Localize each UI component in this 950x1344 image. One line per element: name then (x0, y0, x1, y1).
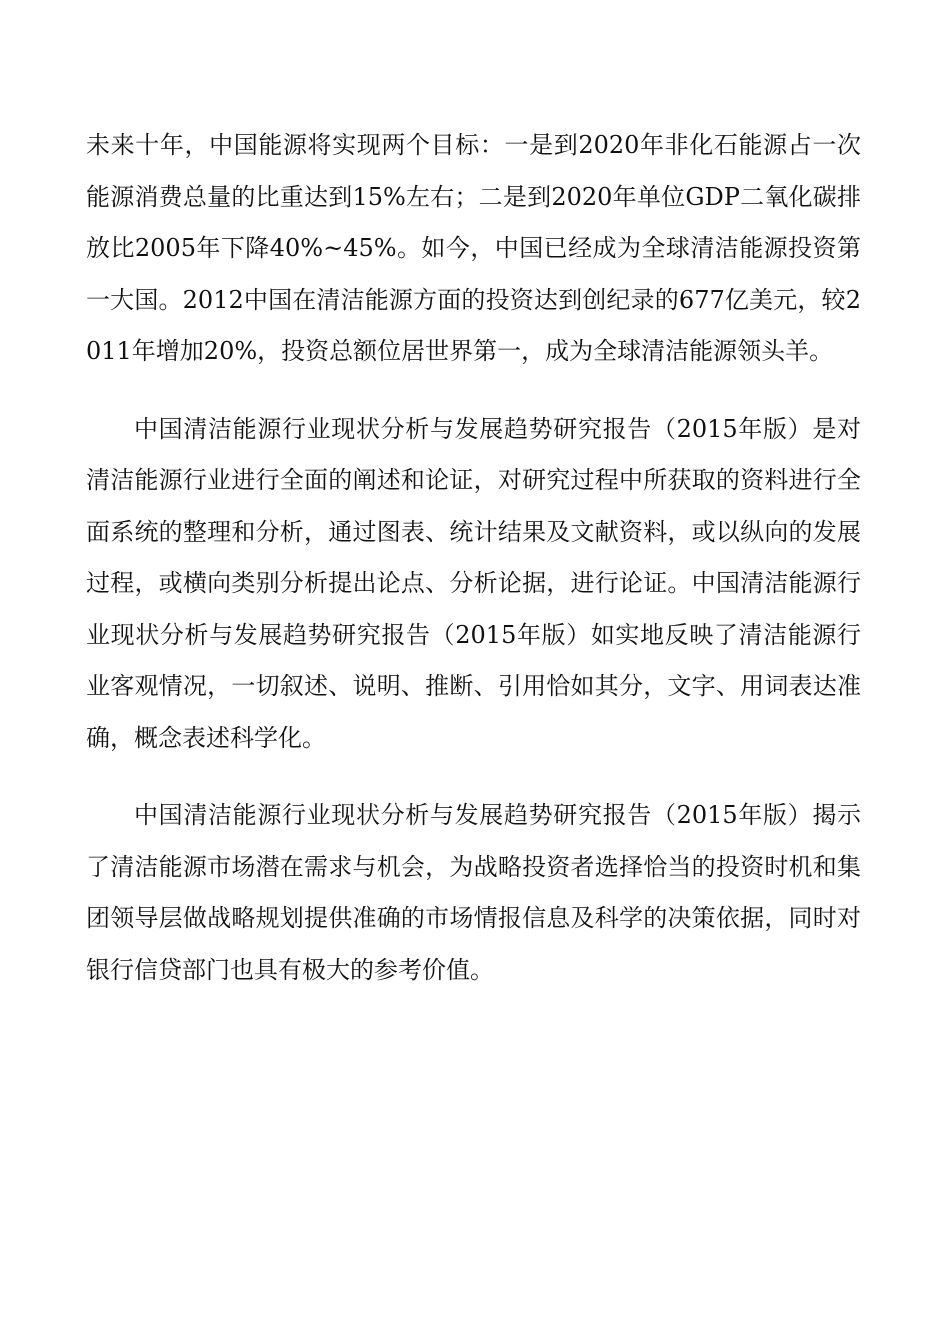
paragraph-report-value: 中国清洁能源行业现状分析与发展趋势研究报告（2015年版）揭示了清洁能源市场潜在需求与机会，为战略投资者选择恰当的投资时机和集团领导层做战略规划提供准确的市场情报信息及科学的决策依据，同时对银行信贷部门也具有极大的参考价值。 (86, 801, 861, 984)
document-body (86, 120, 861, 1022)
paragraph-report-description: 中国清洁能源行业现状分析与发展趋势研究报告（2015年版）是对清洁能源行业进行全面的阐述和论证，对研究过程中所获取的资料进行全面系统的整理和分析，通过图表、统计结果及文献资料，或以纵向的发展过程，或横向类别分析提出论点、分析论据，进行论证。中国清洁能源行业现状分析与发展趋势研究报告（2015年版）如实地反映了清洁能源行业客观情况，一切叙述、说明、推断、引用恰如其分，文字、用词表达准确，概念表述科学化。 (86, 414, 861, 752)
paragraph-clean-energy-targets: 未来十年，中国能源将实现两个目标：一是到2020年非化石能源占一次能源消费总量的比重达到15%左右；二是到2020年单位GDP二氧化碳排放比2005年下降40%~45%。如今，中国已经成为全球清洁能源投资第一大国。2012中国在清洁能源方面的投资达到创纪录的677亿美元，较2011年增加20%，投资总额位居世界第一，成为全球清洁能源领头羊。 (86, 131, 861, 365)
